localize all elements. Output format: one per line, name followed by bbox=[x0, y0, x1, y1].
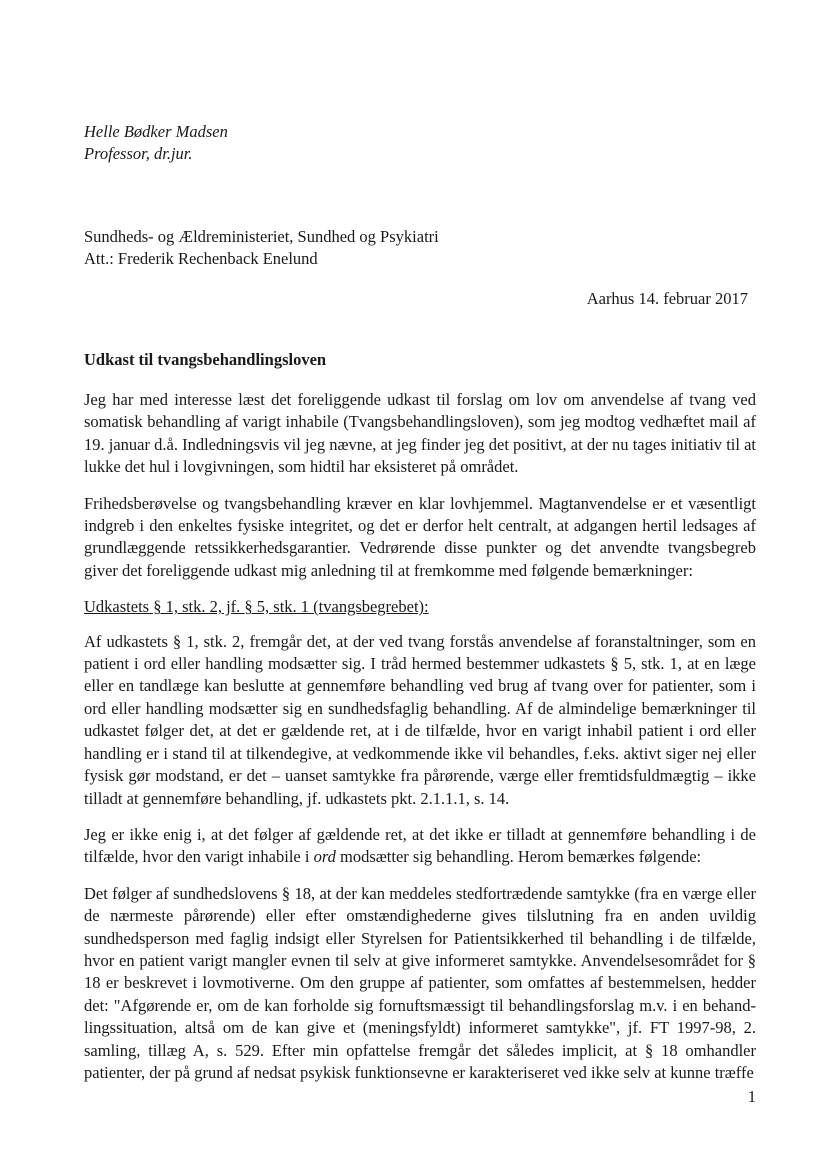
page-number: 1 bbox=[747, 1087, 756, 1106]
author-title: Professor, dr.jur. bbox=[84, 144, 193, 163]
letter-body bbox=[84, 389, 756, 1098]
emphasis-ord: ord bbox=[313, 847, 336, 867]
document-title: Udkast til tvangsbehandlingsloven bbox=[84, 350, 327, 369]
paragraph-disagreement bbox=[84, 824, 756, 869]
paragraph-coercion-definition: Af udkastets § 1, stk. 2, fremgår det, at der ved tvang forstås anvendelse af foranstaltninger, som en patient i ord eller handling modsætter sig. I tråd hermed bestemmer udkastets § 5, stk. 1, at en læge eller en tandlæge kan beslutte at gennemføre behandling ved brug af tvang over for patienter, som i ord eller handling modsætter sig en sundhedsfaglig behandling. Af de almindelige bemærkninger til udkastet følger det, at det er gældende ret, at i de tilfælde, hvor en varigt inhabil patient i ord eller handling er i stand til at tilkendegive, at vedkommende ikke vil behandles, f.eks. aktivt siger nej eller fysisk gør modstand, er det – uanset samtykke fra pårørende, værge eller fremtidsfuldmægtig – ikke tilladt at gennemføre behandling, jf. udkastets pkt. 2.1.1.1, s. 14. bbox=[84, 631, 756, 808]
addressee-block bbox=[84, 226, 439, 270]
author-name: Helle Bødker Madsen bbox=[84, 122, 228, 141]
paragraph-disagreement-part1: Jeg er ikke enig i, at det følger af gældende ret, at det ikke er tilladt at gennemføre behandling i de tilfælde, hvor den varigt inhabile i bbox=[84, 824, 756, 867]
author-block bbox=[84, 121, 228, 165]
paragraph-legal-basis: Frihedsberøvelse og tvangsbehandling kræver en klar lovhjemmel. Magtanvendelse er et væsentligt indgreb i den enkeltes fysiske integritet, og det er derfor helt centralt, at adgangen hertil ledsages af grundlæggende retssikkerhedsgarantier. Vedrørende disse punkter og det anvendte tvangsbegreb giver det foreliggende udkast mig anledning til at fremkomme med følgende bemærkninger: bbox=[84, 493, 756, 580]
paragraph-health-act: Det følger af sundhedslovens § 18, at der kan meddeles stedfortrædende samtykke (fra en værge eller de nærmeste pårørende) eller efter omstændighederne gives tilslutning fra en anden uvildig sundhedsperson med faglig indsigt eller Styrelsen for Patientsikkerhed til behandling i de tilfælde, hvor en patient varigt mangler evnen til selv at give informeret samtykke. Anvendelsesområdet for § 18 er beskrevet i lovmotiverne. Om den gruppe af patienter, som omfattes af bestemmelsen, hedder det: "Afgørende er, om de kan forholde sig fornuftsmæssigt til behandlingsforslag m.v. i en behand-lingssituation, altså om de kan give et (meningsfyldt) informeret samtykke", jf. FT 1997-98, 2. samling, tillæg A, s. 529. Efter min opfattelse fremgår det således implicit, at § 18 omhandler patienter, der på grund af nedsat psykisk funktionsevne er karakteriseret ved ikke selv at kunne træffe bbox=[84, 883, 756, 1082]
paragraph-intro: Jeg har med interesse læst det foreliggende udkast til forslag om lov om anvendelse af tvang ved somatisk behandling af varigt inhabile (Tvangsbehandlingsloven), som jeg modtog vedhæftet mail af 19. januar d.å. Indledningsvis vil jeg nævne, at jeg finder jeg det positivt, at der nu tages initiativ til at lukke det hul i lovgivningen, som hidtil har eksisteret på området. bbox=[84, 390, 756, 477]
section-heading: Udkastets § 1, stk. 2, jf. § 5, stk. 1 (tvangsbegrebet): bbox=[84, 597, 429, 617]
addressee-attention: Att.: Frederik Rechenback Enelund bbox=[84, 249, 318, 268]
letter-date: Aarhus 14. februar 2017 bbox=[586, 289, 748, 308]
paragraph-disagreement-part2: modsætter sig behandling. Herom bemærkes følgende: bbox=[335, 847, 702, 867]
addressee-ministry: Sundheds- og Ældreministeriet, Sundhed og Psykiatri bbox=[84, 227, 439, 246]
